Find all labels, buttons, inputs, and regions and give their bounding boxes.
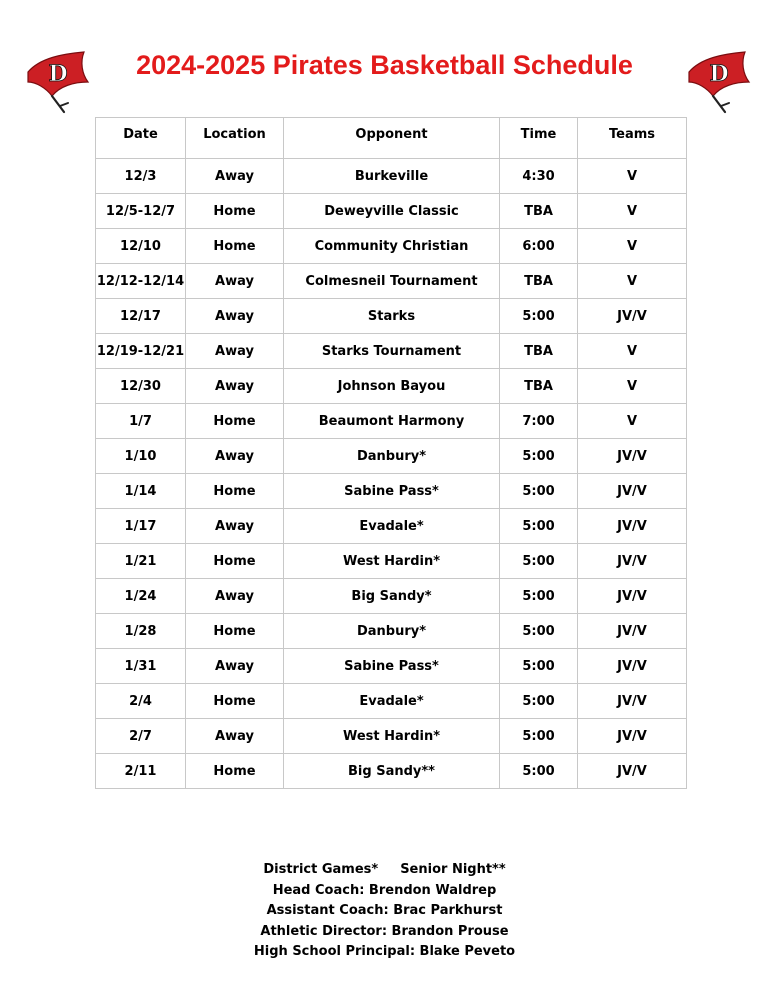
cell-opponent: Big Sandy* [284, 579, 500, 614]
cell-time: TBA [500, 194, 578, 229]
cell-location: Home [186, 474, 284, 509]
cell-date: 12/10 [96, 229, 186, 264]
cell-location: Home [186, 614, 284, 649]
cell-location: Away [186, 509, 284, 544]
cell-teams: JV/V [578, 299, 687, 334]
header-opponent: Opponent [284, 118, 500, 159]
logo-letter: D [48, 61, 68, 87]
cell-time: 5:00 [500, 299, 578, 334]
cell-date: 2/4 [96, 684, 186, 719]
cell-location: Away [186, 299, 284, 334]
header-date: Date [96, 118, 186, 159]
table-row [96, 194, 687, 229]
cell-date: 12/12-12/14 [96, 264, 186, 299]
schedule-footer [0, 860, 769, 963]
cell-location: Home [186, 404, 284, 439]
table-row [96, 579, 687, 614]
cell-location: Home [186, 684, 284, 719]
cell-teams: JV/V [578, 649, 687, 684]
table-row [96, 614, 687, 649]
header-location: Location [186, 118, 284, 159]
cell-date: 1/31 [96, 649, 186, 684]
cell-time: 5:00 [500, 719, 578, 754]
cell-time: 5:00 [500, 474, 578, 509]
senior-night-legend: Senior Night** [400, 862, 506, 877]
table-row [96, 754, 687, 789]
cell-time: 5:00 [500, 509, 578, 544]
cell-date: 1/14 [96, 474, 186, 509]
cell-opponent: Evadale* [284, 684, 500, 719]
athletic-director: Athletic Director: Brandon Prouse [260, 923, 509, 939]
cell-teams: JV/V [578, 754, 687, 789]
cell-location: Away [186, 579, 284, 614]
table-header-row [96, 118, 687, 159]
cell-date: 1/10 [96, 439, 186, 474]
cell-location: Away [186, 369, 284, 404]
cell-opponent: Danbury* [284, 439, 500, 474]
cell-time: TBA [500, 369, 578, 404]
cell-teams: V [578, 194, 687, 229]
table-row [96, 544, 687, 579]
cell-date: 2/7 [96, 719, 186, 754]
cell-opponent: Danbury* [284, 614, 500, 649]
cell-opponent: Starks Tournament [284, 334, 500, 369]
cell-date: 1/17 [96, 509, 186, 544]
cell-location: Away [186, 649, 284, 684]
district-games-legend: District Games* [263, 862, 379, 877]
cell-opponent: Sabine Pass* [284, 474, 500, 509]
table-row [96, 264, 687, 299]
cell-teams: JV/V [578, 579, 687, 614]
legend-line [0, 860, 769, 881]
cell-date: 1/7 [96, 404, 186, 439]
cell-date: 12/30 [96, 369, 186, 404]
cell-opponent: Deweyville Classic [284, 194, 500, 229]
cell-time: 5:00 [500, 544, 578, 579]
cell-teams: V [578, 159, 687, 194]
cell-opponent: Community Christian [284, 229, 500, 264]
cell-location: Away [186, 159, 284, 194]
cell-time: 5:00 [500, 684, 578, 719]
table-row [96, 404, 687, 439]
cell-location: Away [186, 439, 284, 474]
cell-location: Home [186, 194, 284, 229]
cell-opponent: Big Sandy** [284, 754, 500, 789]
cell-date: 1/21 [96, 544, 186, 579]
table-row [96, 159, 687, 194]
cell-date: 2/11 [96, 754, 186, 789]
cell-date: 1/28 [96, 614, 186, 649]
cell-opponent: Colmesneil Tournament [284, 264, 500, 299]
pirate-flag-icon [683, 48, 753, 116]
table-row [96, 299, 687, 334]
assistant-coach: Assistant Coach: Brac Parkhurst [266, 903, 503, 918]
logo-letter: D [709, 61, 729, 87]
cell-location: Away [186, 264, 284, 299]
cell-time: 7:00 [500, 404, 578, 439]
table-row [96, 369, 687, 404]
cell-teams: V [578, 369, 687, 404]
cell-opponent: Sabine Pass* [284, 649, 500, 684]
cell-time: TBA [500, 264, 578, 299]
cell-teams: V [578, 229, 687, 264]
cell-opponent: West Hardin* [284, 544, 500, 579]
cell-teams: JV/V [578, 439, 687, 474]
cell-opponent: Burkeville [284, 159, 500, 194]
cell-teams: V [578, 404, 687, 439]
table-row [96, 474, 687, 509]
cell-time: 5:00 [500, 649, 578, 684]
cell-time: TBA [500, 334, 578, 369]
cell-opponent: Starks [284, 299, 500, 334]
cell-location: Away [186, 334, 284, 369]
cell-location: Home [186, 229, 284, 264]
cell-location: Home [186, 544, 284, 579]
table-row [96, 719, 687, 754]
head-coach: Head Coach: Brendon Waldrep [272, 882, 497, 898]
cell-teams: JV/V [578, 544, 687, 579]
table-row [96, 684, 687, 719]
cell-teams: JV/V [578, 719, 687, 754]
cell-location: Away [186, 719, 284, 754]
cell-teams: V [578, 334, 687, 369]
schedule-table [95, 117, 687, 789]
header-teams: Teams [578, 118, 687, 159]
cell-location: Home [186, 754, 284, 789]
table-row [96, 649, 687, 684]
page-title: 2024-2025 Pirates Basketball Schedule [136, 50, 633, 80]
cell-date: 12/3 [96, 159, 186, 194]
table-row [96, 229, 687, 264]
cell-opponent: West Hardin* [284, 719, 500, 754]
cell-date: 1/24 [96, 579, 186, 614]
cell-time: 5:00 [500, 614, 578, 649]
table-row [96, 509, 687, 544]
cell-date: 12/5-12/7 [96, 194, 186, 229]
cell-opponent: Beaumont Harmony [284, 404, 500, 439]
cell-teams: V [578, 264, 687, 299]
cell-time: 5:00 [500, 754, 578, 789]
cell-teams: JV/V [578, 684, 687, 719]
cell-teams: JV/V [578, 509, 687, 544]
table-row [96, 439, 687, 474]
table-row [96, 334, 687, 369]
principal: High School Principal: Blake Peveto [253, 944, 516, 959]
cell-teams: JV/V [578, 614, 687, 649]
cell-opponent: Johnson Bayou [284, 369, 500, 404]
cell-time: 4:30 [500, 159, 578, 194]
cell-time: 6:00 [500, 229, 578, 264]
cell-date: 12/19-12/21 [96, 334, 186, 369]
cell-time: 5:00 [500, 439, 578, 474]
cell-date: 12/17 [96, 299, 186, 334]
pirates-flag-logo-right [683, 48, 753, 116]
cell-opponent: Evadale* [284, 509, 500, 544]
header-time: Time [500, 118, 578, 159]
cell-time: 5:00 [500, 579, 578, 614]
cell-teams: JV/V [578, 474, 687, 509]
